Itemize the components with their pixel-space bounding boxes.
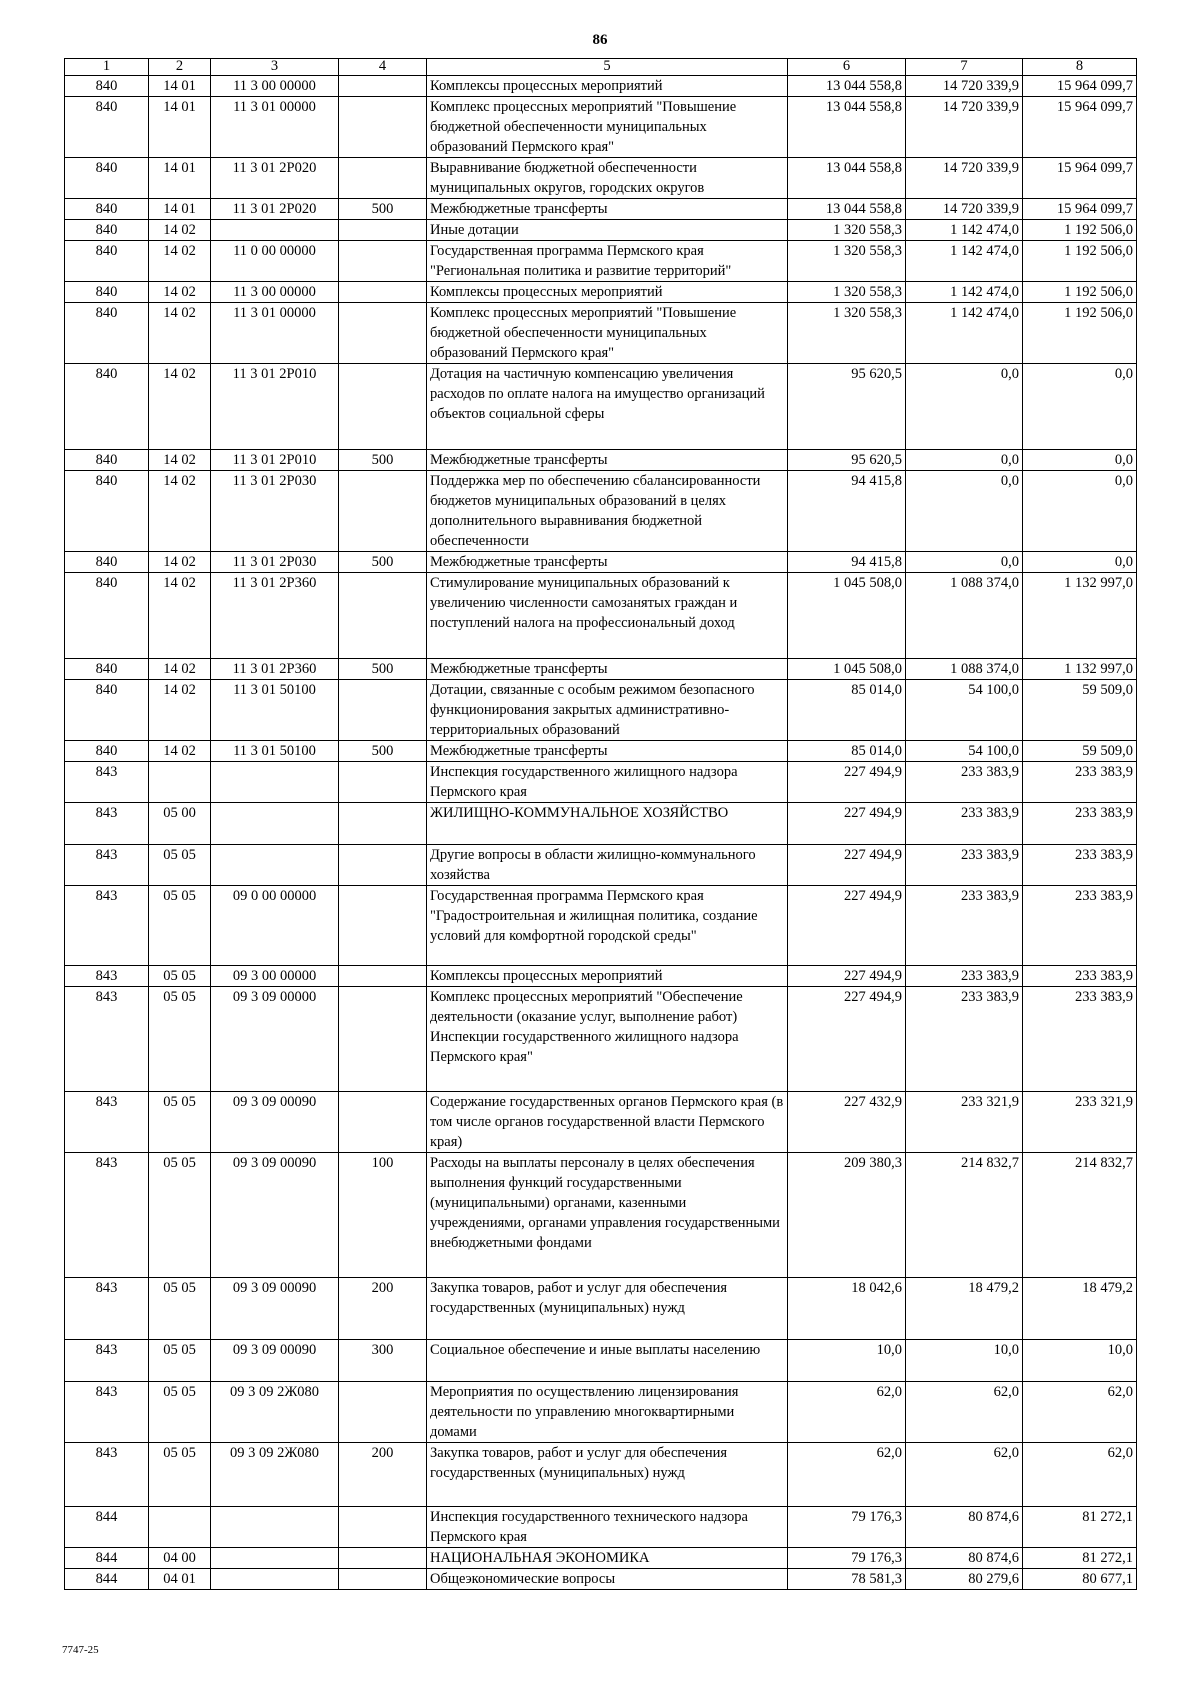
cell-col-3: 09 3 09 00090: [211, 1092, 339, 1153]
cell-col-6: 85 014,0: [788, 680, 906, 741]
cell-col-8: 1 192 506,0: [1023, 282, 1137, 303]
cell-col-4: [339, 1382, 427, 1443]
cell-col-2: 14 02: [149, 241, 211, 282]
cell-col-8: 81 272,1: [1023, 1507, 1137, 1548]
cell-col-5: Комплекс процессных мероприятий "Повышение бюджетной обеспеченности муниципальных образований Пермского края": [427, 303, 788, 364]
cell-col-3: [211, 845, 339, 886]
cell-col-4: [339, 886, 427, 966]
table-row: [65, 845, 1137, 886]
cell-col-1: 843: [65, 886, 149, 966]
cell-col-7: 14 720 339,9: [906, 76, 1023, 97]
cell-col-5: Межбюджетные трансферты: [427, 552, 788, 573]
cell-col-5: Другие вопросы в области жилищно-коммунального хозяйства: [427, 845, 788, 886]
table-row: [65, 1278, 1137, 1340]
cell-col-2: 14 01: [149, 199, 211, 220]
cell-col-8: 15 964 099,7: [1023, 158, 1137, 199]
cell-col-2: [149, 1507, 211, 1548]
cell-col-8: 62,0: [1023, 1443, 1137, 1507]
cell-col-6: 94 415,8: [788, 471, 906, 552]
cell-col-7: 18 479,2: [906, 1278, 1023, 1340]
cell-col-5: НАЦИОНАЛЬНАЯ ЭКОНОМИКА: [427, 1548, 788, 1569]
cell-col-7: 0,0: [906, 471, 1023, 552]
cell-col-3: 09 3 00 00000: [211, 966, 339, 987]
cell-col-1: 840: [65, 282, 149, 303]
cell-col-6: 10,0: [788, 1340, 906, 1382]
cell-col-3: 09 3 09 2Ж080: [211, 1443, 339, 1507]
cell-col-8: 0,0: [1023, 552, 1137, 573]
table-row: [65, 199, 1137, 220]
cell-col-5: Комплексы процессных мероприятий: [427, 76, 788, 97]
cell-col-1: 843: [65, 845, 149, 886]
cell-col-6: 78 581,3: [788, 1569, 906, 1590]
cell-col-1: 840: [65, 680, 149, 741]
cell-col-5: Дотации, связанные с особым режимом безопасного функционирования закрытых административно-территориальных образований: [427, 680, 788, 741]
cell-col-8: 0,0: [1023, 364, 1137, 450]
cell-col-2: 14 02: [149, 364, 211, 450]
cell-col-4: 500: [339, 659, 427, 680]
cell-col-3: 11 3 01 2Р360: [211, 659, 339, 680]
cell-col-8: 62,0: [1023, 1382, 1137, 1443]
cell-col-4: [339, 282, 427, 303]
cell-col-5: Закупка товаров, работ и услуг для обеспечения государственных (муниципальных) нужд: [427, 1278, 788, 1340]
table-row: [65, 1153, 1137, 1278]
cell-col-4: [339, 303, 427, 364]
cell-col-6: 227 494,9: [788, 762, 906, 803]
cell-col-8: 1 132 997,0: [1023, 659, 1137, 680]
cell-col-2: 14 01: [149, 97, 211, 158]
table-row: [65, 1340, 1137, 1382]
cell-col-2: 14 02: [149, 573, 211, 659]
table-row: [65, 450, 1137, 471]
cell-col-8: 0,0: [1023, 471, 1137, 552]
cell-col-1: 843: [65, 987, 149, 1092]
cell-col-2: 05 05: [149, 987, 211, 1092]
cell-col-1: 843: [65, 1443, 149, 1507]
cell-col-8: 59 509,0: [1023, 741, 1137, 762]
table-row: [65, 282, 1137, 303]
cell-col-4: 500: [339, 450, 427, 471]
cell-col-6: 94 415,8: [788, 552, 906, 573]
cell-col-2: 14 02: [149, 680, 211, 741]
cell-col-5: Межбюджетные трансферты: [427, 199, 788, 220]
cell-col-7: 80 279,6: [906, 1569, 1023, 1590]
cell-col-2: 14 02: [149, 220, 211, 241]
cell-col-5: Межбюджетные трансферты: [427, 450, 788, 471]
cell-col-5: Выравнивание бюджетной обеспеченности муниципальных округов, городских округов: [427, 158, 788, 199]
table-row: [65, 987, 1137, 1092]
cell-col-6: 79 176,3: [788, 1507, 906, 1548]
cell-col-4: [339, 471, 427, 552]
cell-col-8: 233 321,9: [1023, 1092, 1137, 1153]
cell-col-6: 95 620,5: [788, 450, 906, 471]
cell-col-5: Содержание государственных органов Пермского края (в том числе органов государственной власти Пермского края): [427, 1092, 788, 1153]
cell-col-6: 227 432,9: [788, 1092, 906, 1153]
table-row: [65, 1507, 1137, 1548]
header-cell: 2: [149, 59, 211, 76]
cell-col-3: 09 3 09 00000: [211, 987, 339, 1092]
cell-col-1: 840: [65, 364, 149, 450]
cell-col-8: 0,0: [1023, 450, 1137, 471]
cell-col-5: Комплекс процессных мероприятий "Повышение бюджетной обеспеченности муниципальных образований Пермского края": [427, 97, 788, 158]
table-body: [65, 59, 1137, 1590]
cell-col-7: 14 720 339,9: [906, 97, 1023, 158]
cell-col-5: Инспекция государственного жилищного надзора Пермского края: [427, 762, 788, 803]
cell-col-5: Иные дотации: [427, 220, 788, 241]
cell-col-8: 1 192 506,0: [1023, 241, 1137, 282]
cell-col-1: 840: [65, 659, 149, 680]
header-cell: 6: [788, 59, 906, 76]
cell-col-7: 62,0: [906, 1443, 1023, 1507]
table-row: [65, 471, 1137, 552]
cell-col-4: [339, 76, 427, 97]
cell-col-6: 1 320 558,3: [788, 282, 906, 303]
cell-col-6: 227 494,9: [788, 987, 906, 1092]
cell-col-1: 840: [65, 573, 149, 659]
cell-col-1: 844: [65, 1548, 149, 1569]
cell-col-1: 843: [65, 803, 149, 845]
cell-col-7: 233 383,9: [906, 886, 1023, 966]
cell-col-4: [339, 762, 427, 803]
header-cell: 1: [65, 59, 149, 76]
header-cell: 3: [211, 59, 339, 76]
table-row: [65, 1548, 1137, 1569]
cell-col-8: 233 383,9: [1023, 803, 1137, 845]
cell-col-4: 100: [339, 1153, 427, 1278]
cell-col-5: Комплексы процессных мероприятий: [427, 966, 788, 987]
cell-col-1: 840: [65, 552, 149, 573]
cell-col-4: [339, 1507, 427, 1548]
cell-col-4: 200: [339, 1278, 427, 1340]
cell-col-5: Межбюджетные трансферты: [427, 659, 788, 680]
cell-col-7: 80 874,6: [906, 1548, 1023, 1569]
cell-col-8: 233 383,9: [1023, 966, 1137, 987]
cell-col-5: Комплекс процессных мероприятий "Обеспечение деятельности (оказание услуг, выполнение работ) Инспекции государственного жилищного надзора Пермского края": [427, 987, 788, 1092]
cell-col-3: [211, 1569, 339, 1590]
cell-col-2: 05 05: [149, 845, 211, 886]
cell-col-2: 14 02: [149, 659, 211, 680]
table-row: [65, 659, 1137, 680]
cell-col-3: [211, 1507, 339, 1548]
cell-col-5: Государственная программа Пермского края "Градостроительная и жилищная политика, создание условий для комфортной городской среды": [427, 886, 788, 966]
cell-col-8: 233 383,9: [1023, 987, 1137, 1092]
cell-col-8: 59 509,0: [1023, 680, 1137, 741]
cell-col-6: 209 380,3: [788, 1153, 906, 1278]
cell-col-4: 200: [339, 1443, 427, 1507]
cell-col-5: Государственная программа Пермского края "Региональная политика и развитие территорий": [427, 241, 788, 282]
table-row: [65, 1382, 1137, 1443]
cell-col-6: 13 044 558,8: [788, 97, 906, 158]
cell-col-6: 1 320 558,3: [788, 303, 906, 364]
cell-col-4: [339, 1569, 427, 1590]
cell-col-4: [339, 966, 427, 987]
cell-col-8: 1 192 506,0: [1023, 303, 1137, 364]
cell-col-4: 500: [339, 552, 427, 573]
cell-col-3: [211, 803, 339, 845]
cell-col-6: 13 044 558,8: [788, 76, 906, 97]
cell-col-8: 214 832,7: [1023, 1153, 1137, 1278]
header-cell: 8: [1023, 59, 1137, 76]
cell-col-4: 500: [339, 741, 427, 762]
cell-col-7: 0,0: [906, 552, 1023, 573]
cell-col-7: 80 874,6: [906, 1507, 1023, 1548]
cell-col-2: 14 01: [149, 76, 211, 97]
cell-col-1: 840: [65, 241, 149, 282]
cell-col-7: 1 088 374,0: [906, 573, 1023, 659]
header-cell: 4: [339, 59, 427, 76]
table-row: [65, 158, 1137, 199]
table-row: [65, 762, 1137, 803]
cell-col-7: 1 142 474,0: [906, 303, 1023, 364]
cell-col-2: 14 02: [149, 552, 211, 573]
cell-col-2: 05 05: [149, 1278, 211, 1340]
cell-col-7: 233 383,9: [906, 762, 1023, 803]
cell-col-1: 844: [65, 1507, 149, 1548]
cell-col-3: 09 3 09 00090: [211, 1278, 339, 1340]
cell-col-7: 0,0: [906, 450, 1023, 471]
cell-col-6: 85 014,0: [788, 741, 906, 762]
cell-col-6: 62,0: [788, 1382, 906, 1443]
cell-col-3: 11 3 01 00000: [211, 97, 339, 158]
cell-col-5: ЖИЛИЩНО-КОММУНАЛЬНОЕ ХОЗЯЙСТВО: [427, 803, 788, 845]
table-row: [65, 680, 1137, 741]
cell-col-3: 11 0 00 00000: [211, 241, 339, 282]
cell-col-4: [339, 987, 427, 1092]
cell-col-7: 14 720 339,9: [906, 158, 1023, 199]
cell-col-7: 62,0: [906, 1382, 1023, 1443]
cell-col-4: 300: [339, 1340, 427, 1382]
cell-col-8: 233 383,9: [1023, 762, 1137, 803]
cell-col-2: 05 05: [149, 966, 211, 987]
cell-col-2: 14 02: [149, 303, 211, 364]
cell-col-1: 840: [65, 76, 149, 97]
cell-col-8: 18 479,2: [1023, 1278, 1137, 1340]
cell-col-3: 09 3 09 00090: [211, 1340, 339, 1382]
cell-col-5: Мероприятия по осуществлению лицензирования деятельности по управлению многоквартирными домами: [427, 1382, 788, 1443]
cell-col-6: 62,0: [788, 1443, 906, 1507]
cell-col-7: 1 142 474,0: [906, 241, 1023, 282]
cell-col-3: 09 0 00 00000: [211, 886, 339, 966]
cell-col-4: [339, 241, 427, 282]
cell-col-6: 13 044 558,8: [788, 158, 906, 199]
cell-col-5: Межбюджетные трансферты: [427, 741, 788, 762]
cell-col-8: 1 192 506,0: [1023, 220, 1137, 241]
cell-col-4: [339, 680, 427, 741]
cell-col-6: 79 176,3: [788, 1548, 906, 1569]
cell-col-1: 840: [65, 220, 149, 241]
cell-col-7: 233 383,9: [906, 803, 1023, 845]
cell-col-3: [211, 1548, 339, 1569]
cell-col-1: 843: [65, 762, 149, 803]
cell-col-4: [339, 845, 427, 886]
table-row: [65, 886, 1137, 966]
table-row: [65, 220, 1137, 241]
cell-col-3: 11 3 01 2Р010: [211, 364, 339, 450]
table-row: [65, 966, 1137, 987]
cell-col-7: 233 383,9: [906, 845, 1023, 886]
cell-col-6: 227 494,9: [788, 886, 906, 966]
cell-col-6: 227 494,9: [788, 966, 906, 987]
table-row: [65, 741, 1137, 762]
cell-col-2: 05 05: [149, 1443, 211, 1507]
cell-col-3: 11 3 00 00000: [211, 76, 339, 97]
cell-col-2: 14 01: [149, 158, 211, 199]
table-row: [65, 1569, 1137, 1590]
header-cell: 5: [427, 59, 788, 76]
cell-col-6: 1 045 508,0: [788, 573, 906, 659]
cell-col-4: [339, 220, 427, 241]
cell-col-8: 15 964 099,7: [1023, 199, 1137, 220]
header-row: [65, 59, 1137, 76]
cell-col-3: [211, 762, 339, 803]
table-row: [65, 241, 1137, 282]
footer-code: 7747-25: [62, 1644, 99, 1656]
cell-col-2: [149, 762, 211, 803]
cell-col-2: 04 01: [149, 1569, 211, 1590]
cell-col-3: 11 3 01 50100: [211, 680, 339, 741]
table-row: [65, 552, 1137, 573]
cell-col-6: 1 320 558,3: [788, 241, 906, 282]
cell-col-1: 843: [65, 1153, 149, 1278]
cell-col-3: 11 3 01 2Р030: [211, 471, 339, 552]
cell-col-8: 10,0: [1023, 1340, 1137, 1382]
cell-col-1: 840: [65, 303, 149, 364]
cell-col-2: 14 02: [149, 471, 211, 552]
cell-col-7: 14 720 339,9: [906, 199, 1023, 220]
cell-col-2: 05 05: [149, 1340, 211, 1382]
cell-col-8: 15 964 099,7: [1023, 76, 1137, 97]
cell-col-4: [339, 158, 427, 199]
cell-col-3: 11 3 01 00000: [211, 303, 339, 364]
cell-col-2: 04 00: [149, 1548, 211, 1569]
page-number: 86: [592, 32, 608, 48]
cell-col-4: 500: [339, 199, 427, 220]
cell-col-3: [211, 220, 339, 241]
cell-col-5: Закупка товаров, работ и услуг для обеспечения государственных (муниципальных) нужд: [427, 1443, 788, 1507]
cell-col-6: 1 320 558,3: [788, 220, 906, 241]
cell-col-6: 13 044 558,8: [788, 199, 906, 220]
cell-col-5: Расходы на выплаты персоналу в целях обеспечения выполнения функций государственными (муниципальными) органами, казенными учреждениями, органами управления государственными внебюджетными фондами: [427, 1153, 788, 1278]
cell-col-7: 54 100,0: [906, 741, 1023, 762]
cell-col-5: Стимулирование муниципальных образований к увеличению численности самозанятых граждан и поступлений налога на профессиональный доход: [427, 573, 788, 659]
table-row: [65, 1092, 1137, 1153]
cell-col-2: 14 02: [149, 741, 211, 762]
cell-col-4: [339, 573, 427, 659]
table-row: [65, 803, 1137, 845]
cell-col-5: Комплексы процессных мероприятий: [427, 282, 788, 303]
cell-col-7: 233 383,9: [906, 966, 1023, 987]
cell-col-5: Поддержка мер по обеспечению сбалансированности бюджетов муниципальных образований в целях дополнительного выравнивания бюджетной обеспеченности: [427, 471, 788, 552]
cell-col-1: 840: [65, 471, 149, 552]
cell-col-6: 227 494,9: [788, 803, 906, 845]
cell-col-8: 1 132 997,0: [1023, 573, 1137, 659]
cell-col-8: 80 677,1: [1023, 1569, 1137, 1590]
cell-col-8: 15 964 099,7: [1023, 97, 1137, 158]
cell-col-8: 233 383,9: [1023, 886, 1137, 966]
cell-col-2: 05 05: [149, 1382, 211, 1443]
cell-col-7: 233 383,9: [906, 987, 1023, 1092]
cell-col-8: 81 272,1: [1023, 1548, 1137, 1569]
cell-col-3: 11 3 01 2Р020: [211, 158, 339, 199]
cell-col-5: Дотация на частичную компенсацию увеличения расходов по оплате налога на имущество организаций объектов социальной сферы: [427, 364, 788, 450]
cell-col-8: 233 383,9: [1023, 845, 1137, 886]
cell-col-6: 18 042,6: [788, 1278, 906, 1340]
cell-col-1: 840: [65, 97, 149, 158]
cell-col-6: 227 494,9: [788, 845, 906, 886]
cell-col-5: Общеэкономические вопросы: [427, 1569, 788, 1590]
cell-col-1: 843: [65, 1382, 149, 1443]
cell-col-4: [339, 803, 427, 845]
cell-col-4: [339, 97, 427, 158]
cell-col-1: 840: [65, 199, 149, 220]
budget-table: [64, 58, 1137, 1590]
cell-col-7: 10,0: [906, 1340, 1023, 1382]
cell-col-1: 840: [65, 450, 149, 471]
cell-col-1: 844: [65, 1569, 149, 1590]
cell-col-5: Инспекция государственного технического надзора Пермского края: [427, 1507, 788, 1548]
cell-col-2: 05 05: [149, 1153, 211, 1278]
cell-col-1: 843: [65, 966, 149, 987]
cell-col-5: Социальное обеспечение и иные выплаты населению: [427, 1340, 788, 1382]
cell-col-3: 09 3 09 2Ж080: [211, 1382, 339, 1443]
cell-col-7: 1 142 474,0: [906, 282, 1023, 303]
table-row: [65, 364, 1137, 450]
cell-col-1: 843: [65, 1278, 149, 1340]
cell-col-2: 05 05: [149, 1092, 211, 1153]
cell-col-7: 1 088 374,0: [906, 659, 1023, 680]
cell-col-4: [339, 1092, 427, 1153]
cell-col-3: 11 3 00 00000: [211, 282, 339, 303]
cell-col-1: 840: [65, 741, 149, 762]
cell-col-3: 11 3 01 2Р360: [211, 573, 339, 659]
cell-col-4: [339, 1548, 427, 1569]
cell-col-7: 214 832,7: [906, 1153, 1023, 1278]
cell-col-6: 1 045 508,0: [788, 659, 906, 680]
cell-col-3: 09 3 09 00090: [211, 1153, 339, 1278]
cell-col-3: 11 3 01 50100: [211, 741, 339, 762]
cell-col-3: 11 3 01 2Р010: [211, 450, 339, 471]
cell-col-6: 95 620,5: [788, 364, 906, 450]
cell-col-2: 05 00: [149, 803, 211, 845]
cell-col-7: 1 142 474,0: [906, 220, 1023, 241]
table-row: [65, 303, 1137, 364]
cell-col-2: 14 02: [149, 450, 211, 471]
cell-col-7: 0,0: [906, 364, 1023, 450]
cell-col-2: 05 05: [149, 886, 211, 966]
table-row: [65, 97, 1137, 158]
cell-col-7: 54 100,0: [906, 680, 1023, 741]
cell-col-2: 14 02: [149, 282, 211, 303]
cell-col-3: 11 3 01 2Р030: [211, 552, 339, 573]
table-row: [65, 573, 1137, 659]
table-row: [65, 1443, 1137, 1507]
cell-col-1: 840: [65, 158, 149, 199]
cell-col-1: 843: [65, 1340, 149, 1382]
header-cell: 7: [906, 59, 1023, 76]
table-row: [65, 76, 1137, 97]
cell-col-1: 843: [65, 1092, 149, 1153]
cell-col-7: 233 321,9: [906, 1092, 1023, 1153]
cell-col-3: 11 3 01 2Р020: [211, 199, 339, 220]
cell-col-4: [339, 364, 427, 450]
